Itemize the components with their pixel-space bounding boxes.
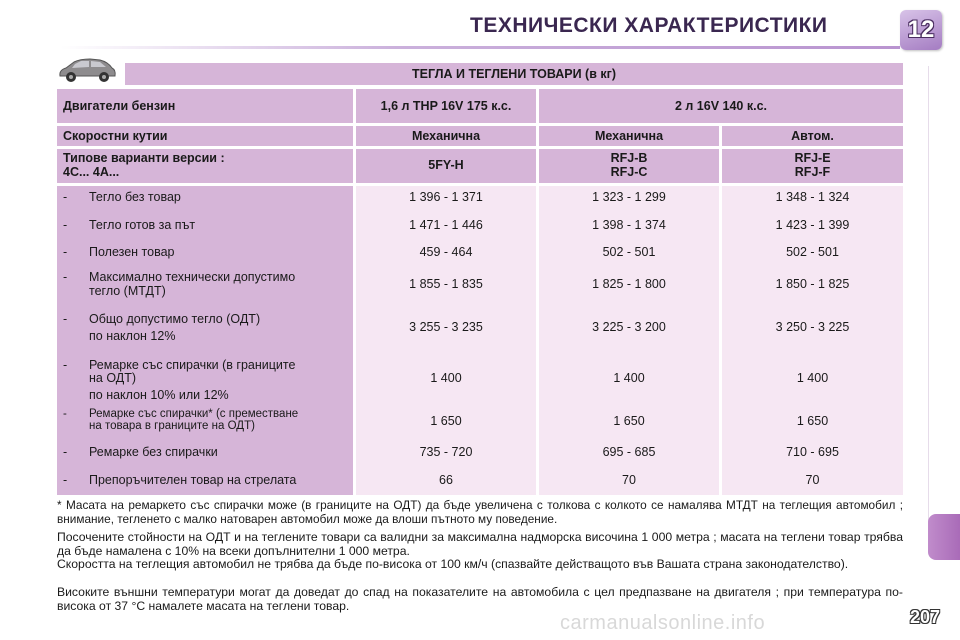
header-divider [60,46,900,49]
row-value: 1 825 - 1 800 [592,277,666,291]
gearbox-col-3: Автом. [722,126,903,146]
row-value: 1 650 [430,414,462,428]
row-value: 1 650 [613,414,645,428]
side-tab-7[interactable] [928,294,960,333]
row-value: 1 650 [796,414,829,428]
row-value: 1 348 - 1 324 [775,190,850,204]
variant-col-1 [356,149,536,183]
row-value: 502 - 501 [786,245,839,259]
page-header [0,0,960,50]
variants-label-line-1: Типове варианти версии : [63,151,225,165]
row-label: тегло (МТДТ) [89,284,166,298]
row-value: 695 - 685 [602,445,656,459]
variants-label [57,149,353,183]
row-label: на товара в границите на ОДТ) [89,420,255,432]
row-dash: - [63,445,68,459]
row-dash: - [63,218,68,232]
row-label: по наклон 12% [89,329,176,343]
row-label: Тегло готов за път [89,218,196,232]
variant-col-2 [539,149,719,183]
row-value: 1 398 - 1 374 [592,218,666,232]
chapter-badge [900,10,942,50]
row-value: 3 250 - 3 225 [775,320,850,334]
table-row [57,312,353,346]
row-value: 1 400 [613,371,645,385]
engine-label: Двигатели бензин [57,89,353,123]
row-value: 735 - 720 [419,445,473,459]
table-title: ТЕГЛА И ТЕГЛЕНИ ТОВАРИ (в кг) [125,63,903,85]
row-dash: - [63,245,68,259]
side-tab-6[interactable] [928,256,960,295]
row-value: 1 423 - 1 399 [775,218,850,232]
footnote-asterisk: * Масата на ремаркето със спирачки може (в границите на ОДТ) да бъде увеличена с толкова с колкото се намалява МТДТ на теглещия автомобил ; внимание, тегленето с малко натоварен автомобил може да влоши пътното му поведение. [57,498,903,526]
table-row [57,270,353,300]
row-value: 1 396 - 1 371 [409,190,483,204]
row-label: Полезен товар [89,245,175,259]
variant-code: RFJ-C [610,165,648,179]
row-value: 70 [622,473,636,487]
row-value: 3 225 - 3 200 [592,320,666,334]
table-row [57,358,353,406]
row-value: 1 855 - 1 835 [409,277,483,291]
row-dash: - [63,358,68,372]
table-row [57,190,353,210]
row-dash: - [63,312,68,326]
footnote-altitude: Посочените стойности на ОДТ и на теглените товари са валидни за максимална надморска височина 1 000 метра ; масата на теглени товар трябва да бъде намалена с 10% на всеки допълнителни 1 000 метра. [57,530,903,558]
chapter-number: 12 [907,16,935,43]
car-icon [56,56,118,86]
side-tab-1[interactable] [928,66,960,105]
row-value: 3 255 - 3 235 [409,320,483,334]
row-label: Общо допустимо тегло (ОДТ) [89,312,261,326]
row-label: Ремарке със спирачки* (с преместване [89,408,299,420]
row-label: Тегло без товар [89,190,181,204]
row-label: Препоръчителен товар на стрелата [89,473,297,487]
row-label: по наклон 10% или 12% [89,388,229,402]
row-value: 70 [805,473,820,487]
row-value: 1 850 - 1 825 [775,277,850,291]
row-label: Максимално технически допустимо [89,270,296,284]
gearbox-col-1: Механична [356,126,536,146]
row-dash: - [63,473,68,487]
row-label: Ремарке без спирачки [89,445,218,459]
variant-col-3 [722,149,903,183]
watermark: carmanualsonline.info [560,612,766,634]
table-row [57,408,353,436]
row-dash: - [63,190,68,204]
side-tab-10[interactable] [928,408,960,447]
row-value: 1 400 [796,371,829,385]
side-tab-8[interactable] [928,332,960,371]
row-label: Ремарке със спирачки (в границите [89,358,296,372]
variant-code: 5FY-H [428,158,464,172]
side-tab-5[interactable] [928,218,960,257]
footnote-speed: Скоростта на теглещия автомобил не трябва да бъде по-висока от 100 км/ч (спазвайте действащото във Вашата страна законодателство). [57,557,849,571]
page-number: 207 [910,607,941,627]
side-tab-9[interactable] [928,370,960,409]
row-dash: - [63,408,67,420]
side-tab-3[interactable] [928,142,960,181]
side-tab-active[interactable] [928,514,960,560]
row-value: 1 323 - 1 299 [592,190,666,204]
row-value: 459 - 464 [419,245,473,259]
side-tab-11[interactable] [928,446,960,485]
variant-code: RFJ-B [610,151,648,165]
variant-code: RFJ-F [794,165,831,179]
variant-code: RFJ-E [794,151,831,165]
row-value: 66 [439,473,453,487]
footnote-temperature: Високите външни температури могат да доведат до спад на показателите на автомобила с цел предпазване на двигателя ; при температура по-висока от 37 °C намалете масата на теглени товар. [57,585,903,613]
row-value: 710 - 695 [786,445,839,459]
engine-col-2: 2 л 16V 140 к.с. [539,89,903,123]
row-value: 502 - 501 [602,245,656,259]
page-title: ТЕХНИЧЕСКИ ХАРАКТЕРИСТИКИ [470,14,828,37]
row-value: 1 471 - 1 446 [409,218,483,232]
row-value: 1 400 [430,371,462,385]
side-tab-2[interactable] [928,104,960,143]
row-label: на ОДТ) [89,371,137,385]
gearbox-col-2: Механична [539,126,719,146]
side-tab-4[interactable] [928,180,960,219]
engine-col-1: 1,6 л THP 16V 175 к.с. [356,89,536,123]
row-dash: - [63,270,68,284]
variants-label-line-2: 4C... 4A... [63,165,120,179]
gearbox-label: Скоростни кутии [57,126,353,146]
